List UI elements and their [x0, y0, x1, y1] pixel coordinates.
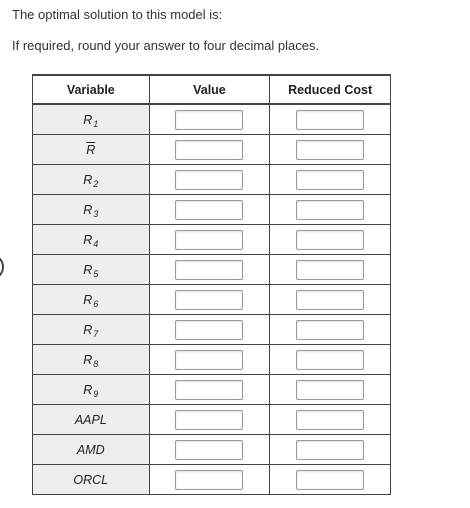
value-cell: [149, 315, 270, 345]
value-input[interactable]: [175, 320, 243, 340]
variable-symbol: R: [83, 322, 93, 337]
variable-name: [33, 195, 150, 225]
reduced-cost-input[interactable]: [296, 350, 364, 370]
reduced-cost-input[interactable]: [296, 170, 364, 190]
table-row: [33, 165, 391, 195]
table-row: [33, 345, 391, 375]
variable-symbol: R: [83, 382, 93, 397]
variable-symbol: R: [83, 172, 93, 187]
table-row: [33, 465, 391, 495]
table-row: [33, 104, 391, 135]
reduced-cost-input[interactable]: [296, 200, 364, 220]
table-row: [33, 285, 391, 315]
reduced-cost-input[interactable]: [296, 110, 364, 130]
variable-subscript: 3: [93, 208, 99, 219]
intro-text: The optimal solution to this model is:: [12, 7, 223, 22]
reduced-cost-input[interactable]: [296, 290, 364, 310]
variable-symbol: AMD: [76, 442, 105, 457]
variable-subscript: 7: [93, 328, 99, 339]
variable-subscript: 2: [93, 178, 99, 189]
reduced-cost-input[interactable]: [296, 320, 364, 340]
reduced-cost-cell: [270, 435, 391, 465]
reduced-cost-cell: [270, 165, 391, 195]
value-input[interactable]: [175, 140, 243, 160]
table-row: [33, 135, 391, 165]
header-value: Value: [149, 75, 270, 104]
reduced-cost-cell: [270, 375, 391, 405]
value-input[interactable]: [175, 350, 243, 370]
header-row: [33, 75, 391, 104]
variable-symbol: R: [83, 292, 93, 307]
value-cell: [149, 225, 270, 255]
value-cell: [149, 375, 270, 405]
value-input[interactable]: [175, 290, 243, 310]
variable-symbol: R: [83, 262, 93, 277]
value-cell: [149, 255, 270, 285]
reduced-cost-cell: [270, 135, 391, 165]
reduced-cost-cell: [270, 345, 391, 375]
variable-name: [33, 375, 150, 405]
value-input[interactable]: [175, 440, 243, 460]
variable-subscript: 5: [93, 268, 99, 279]
reduced-cost-cell: [270, 225, 391, 255]
header-reduced-cost: Reduced Cost: [270, 75, 391, 104]
variable-name: [33, 405, 150, 435]
variable-name: [33, 435, 150, 465]
variable-name: [33, 345, 150, 375]
solution-table: [32, 74, 391, 495]
variable-symbol: R: [83, 112, 93, 127]
table-row: [33, 375, 391, 405]
reduced-cost-cell: [270, 405, 391, 435]
reduced-cost-cell: [270, 285, 391, 315]
value-cell: [149, 135, 270, 165]
reduced-cost-cell: [270, 104, 391, 135]
reduced-cost-cell: [270, 195, 391, 225]
reduced-cost-input[interactable]: [296, 440, 364, 460]
table-row: [33, 255, 391, 285]
value-cell: [149, 405, 270, 435]
reduced-cost-input[interactable]: [296, 380, 364, 400]
reduced-cost-input[interactable]: [296, 260, 364, 280]
variable-name: [33, 135, 150, 165]
variable-symbol: R: [83, 232, 93, 247]
value-cell: [149, 465, 270, 495]
reduced-cost-input[interactable]: [296, 410, 364, 430]
variable-name: [33, 104, 150, 135]
value-input[interactable]: [175, 260, 243, 280]
variable-subscript: 6: [93, 298, 99, 309]
variable-subscript: 9: [93, 388, 99, 399]
reduced-cost-cell: [270, 255, 391, 285]
rounding-instruction: If required, round your answer to four decimal places.: [12, 38, 320, 53]
variable-subscript: 1: [93, 118, 99, 129]
variable-name: [33, 465, 150, 495]
reduced-cost-cell: [270, 465, 391, 495]
value-cell: [149, 285, 270, 315]
reduced-cost-input[interactable]: [296, 140, 364, 160]
table-row: [33, 315, 391, 345]
reduced-cost-input[interactable]: [296, 230, 364, 250]
partial-circle-icon: [0, 254, 4, 280]
variable-subscript: 8: [93, 358, 99, 369]
variable-symbol: AAPL: [74, 412, 107, 427]
value-cell: [149, 435, 270, 465]
value-input[interactable]: [175, 470, 243, 490]
reduced-cost-cell: [270, 315, 391, 345]
table-row: [33, 195, 391, 225]
variable-symbol: R: [83, 202, 93, 217]
variable-name: [33, 255, 150, 285]
value-input[interactable]: [175, 110, 243, 130]
reduced-cost-input[interactable]: [296, 470, 364, 490]
value-input[interactable]: [175, 200, 243, 220]
value-cell: [149, 165, 270, 195]
variable-name: [33, 165, 150, 195]
value-input[interactable]: [175, 410, 243, 430]
variable-subscript: 4: [93, 238, 99, 249]
table-row: [33, 435, 391, 465]
variable-symbol: $\overline{R}$: [86, 142, 96, 157]
table-row: [33, 225, 391, 255]
value-input[interactable]: [175, 170, 243, 190]
variable-name: [33, 315, 150, 345]
variable-symbol: ORCL: [73, 472, 109, 487]
value-cell: [149, 195, 270, 225]
variable-name: [33, 225, 150, 255]
header-variable: Variable: [33, 75, 150, 104]
value-input[interactable]: [175, 380, 243, 400]
value-input[interactable]: [175, 230, 243, 250]
table-row: [33, 405, 391, 435]
variable-symbol: R: [83, 352, 93, 367]
value-cell: [149, 104, 270, 135]
value-cell: [149, 345, 270, 375]
variable-name: [33, 285, 150, 315]
